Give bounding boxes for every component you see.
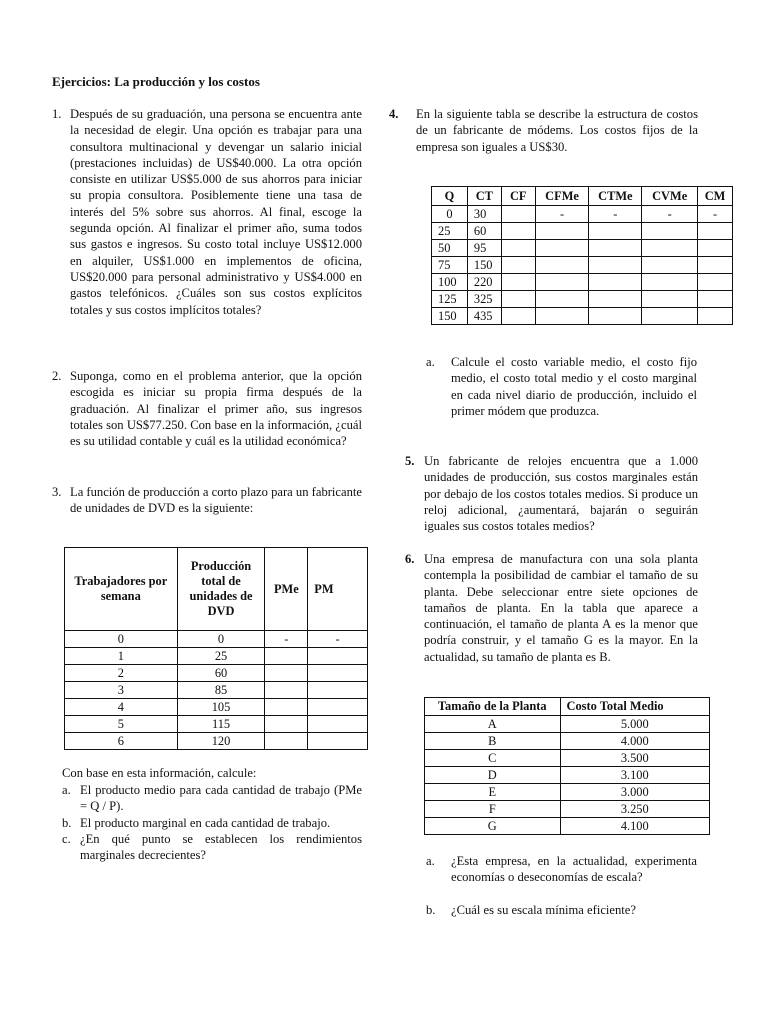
table-row bbox=[65, 631, 368, 648]
column-header: Q bbox=[432, 187, 468, 206]
question-text: Un fabricante de relojes encuentra que a 1.000 unidades de producción, sus costos marginales están por debajo de los costos totales medios. Si produce un reloj adicional, ¿aumentará, bajarán o seguirán iguales sus costos totales medios? bbox=[424, 454, 698, 534]
table-cell: 3.250 bbox=[560, 801, 709, 818]
table-row bbox=[432, 308, 733, 325]
column-header: CFMe bbox=[535, 187, 589, 206]
table-cell: 5.000 bbox=[560, 716, 709, 733]
item-text: El producto marginal en cada cantidad de trabajo. bbox=[80, 816, 331, 830]
table-cell: 4.100 bbox=[560, 818, 709, 835]
column-header: PM bbox=[308, 548, 368, 631]
item-text: Calcule el costo variable medio, el costo fijo medio, el costo total medio y el costo marginal en cada nivel diario de producción, incluido el primer módem que produzca. bbox=[451, 355, 697, 418]
table-header-row bbox=[425, 698, 710, 716]
table-cell: 3.000 bbox=[560, 784, 709, 801]
table-cell: 0 bbox=[432, 206, 468, 223]
table-row bbox=[432, 206, 733, 223]
table-cell: 3 bbox=[65, 682, 178, 699]
table-cell bbox=[589, 240, 642, 257]
table-row bbox=[425, 818, 710, 835]
table-cell bbox=[501, 257, 535, 274]
table-row bbox=[425, 716, 710, 733]
item-text: ¿En qué punto se establecen los rendimientos marginales decrecientes? bbox=[80, 832, 362, 863]
table-cell: 3.500 bbox=[560, 750, 709, 767]
table-cell bbox=[642, 291, 698, 308]
table-cell bbox=[698, 257, 733, 274]
table-cell: - bbox=[265, 631, 308, 648]
table-cell: - bbox=[589, 206, 642, 223]
table-cell: - bbox=[698, 206, 733, 223]
item-label: b. bbox=[426, 903, 436, 917]
table-cell: G bbox=[425, 818, 561, 835]
item-text: El producto medio para cada cantidad de trabajo (PMe = Q / P). bbox=[80, 783, 362, 814]
question-number: 6. bbox=[405, 552, 415, 566]
question-text: Después de su graduación, una persona se encuentra ante la necesidad de elegir. Una opción es trabajar para una consultora multinacional y devengar un salario inicial (prestaciones incluidas) de US$40.000. La otra opción consiste en utilizar US$5.000 de sus ahorros para iniciar su propia consultora. Posiblemente tiene una tasa de interés del 5% sobre sus ahorros. Al final, escoge la segunda opción. Al finalizar el primer año, suma todos sus gastos e ingresos. Su costo total incluye US$12.000 en alquiler, US$1.000 en implementos de oficina, US$20.000 para personal administrativo y US$4.000 en gastos telefónicos. ¿Cuáles son sus costos explícitos totales y sus costos implícitos totales? bbox=[70, 107, 362, 317]
table-row bbox=[65, 733, 368, 750]
table-cell bbox=[535, 274, 589, 291]
item-label: a. bbox=[426, 854, 435, 868]
question-number: 5. bbox=[405, 454, 415, 468]
table-row bbox=[425, 801, 710, 818]
table-cell bbox=[698, 291, 733, 308]
table-cell: B bbox=[425, 733, 561, 750]
table-cell bbox=[501, 223, 535, 240]
column-header: Trabajadores por semana bbox=[65, 548, 178, 631]
item-label: b. bbox=[62, 816, 72, 830]
table-row bbox=[432, 274, 733, 291]
table-cell: 4.000 bbox=[560, 733, 709, 750]
table-cell: - bbox=[308, 631, 368, 648]
question-number: 3. bbox=[52, 485, 62, 499]
table-cell bbox=[589, 308, 642, 325]
table-cell: 50 bbox=[432, 240, 468, 257]
table-cell bbox=[535, 257, 589, 274]
table-cell bbox=[535, 223, 589, 240]
table-cell bbox=[308, 665, 368, 682]
column-header: CF bbox=[501, 187, 535, 206]
table-cell: 75 bbox=[432, 257, 468, 274]
table-cell: 60 bbox=[467, 223, 501, 240]
column-header: CVMe bbox=[642, 187, 698, 206]
table-cell bbox=[501, 291, 535, 308]
table-row bbox=[425, 784, 710, 801]
table-row bbox=[65, 648, 368, 665]
table-cell: 1 bbox=[65, 648, 178, 665]
column-header: Costo Total Medio bbox=[560, 698, 709, 716]
table-cell: 60 bbox=[177, 665, 265, 682]
item-label: a. bbox=[62, 783, 71, 797]
table-cell bbox=[501, 274, 535, 291]
table-cell bbox=[265, 716, 308, 733]
table-cell bbox=[698, 223, 733, 240]
table-cell: 220 bbox=[467, 274, 501, 291]
table-cell: 150 bbox=[467, 257, 501, 274]
table-row bbox=[425, 767, 710, 784]
column-header: CTMe bbox=[589, 187, 642, 206]
table-row bbox=[65, 665, 368, 682]
table-cell: 25 bbox=[432, 223, 468, 240]
table-cell: 0 bbox=[177, 631, 265, 648]
question-text: En la siguiente tabla se describe la estructura de costos de un fabricante de módems. Los costos fijos de la empresa son iguales a US$30. bbox=[416, 107, 698, 154]
table-cell: - bbox=[642, 206, 698, 223]
question-number: 1. bbox=[52, 107, 62, 121]
table-cell bbox=[308, 682, 368, 699]
table-cell: 150 bbox=[432, 308, 468, 325]
table-cell: E bbox=[425, 784, 561, 801]
table-row bbox=[65, 699, 368, 716]
table-cell bbox=[265, 699, 308, 716]
table-cell bbox=[265, 665, 308, 682]
plant-size-table bbox=[424, 697, 710, 835]
table-cell bbox=[642, 240, 698, 257]
table-cell bbox=[642, 223, 698, 240]
table-cell bbox=[589, 291, 642, 308]
table-cell: 125 bbox=[432, 291, 468, 308]
table-cell bbox=[501, 308, 535, 325]
calc-intro: Con base en esta información, calcule: bbox=[62, 766, 257, 780]
table-cell bbox=[535, 240, 589, 257]
question-text: Una empresa de manufactura con una sola planta contempla la posibilidad de cambiar el tamaño de su planta. Debe seleccionar entre siete opciones de tamaños de planta. En la tabla que aparece a continuación, el tamaño de planta A es la menor que podría construir, y el tamaño G es la mayor. En la actualidad, su tamaño de planta es B. bbox=[424, 552, 698, 664]
table-cell: 4 bbox=[65, 699, 178, 716]
table-cell: D bbox=[425, 767, 561, 784]
table-cell bbox=[698, 240, 733, 257]
table-row bbox=[432, 223, 733, 240]
table-cell: A bbox=[425, 716, 561, 733]
table-row bbox=[65, 682, 368, 699]
item-text: ¿Cuál es su escala mínima eficiente? bbox=[451, 903, 636, 917]
table-row bbox=[425, 733, 710, 750]
question-text: La función de producción a corto plazo para un fabricante de unidades de DVD es la siguiente: bbox=[70, 485, 362, 516]
page-title: Ejercicios: La producción y los costos bbox=[52, 74, 260, 89]
table-cell bbox=[698, 274, 733, 291]
table-cell bbox=[308, 699, 368, 716]
table-cell: 6 bbox=[65, 733, 178, 750]
column-header: CT bbox=[467, 187, 501, 206]
table-cell bbox=[589, 257, 642, 274]
item-text: ¿Esta empresa, en la actualidad, experimenta economías o deseconomías de escala? bbox=[451, 854, 697, 885]
table-cell: 85 bbox=[177, 682, 265, 699]
table-cell: - bbox=[535, 206, 589, 223]
production-table bbox=[64, 547, 368, 750]
table-cell bbox=[501, 206, 535, 223]
table-cell bbox=[308, 648, 368, 665]
table-cell bbox=[308, 733, 368, 750]
table-cell bbox=[265, 648, 308, 665]
table-cell: 115 bbox=[177, 716, 265, 733]
table-header-row bbox=[432, 187, 733, 206]
table-row bbox=[425, 750, 710, 767]
table-cell: F bbox=[425, 801, 561, 818]
table-cell: 95 bbox=[467, 240, 501, 257]
question-number: 2. bbox=[52, 369, 62, 383]
table-row bbox=[432, 291, 733, 308]
table-cell: 25 bbox=[177, 648, 265, 665]
table-cell: 325 bbox=[467, 291, 501, 308]
cost-table bbox=[431, 186, 733, 325]
table-row bbox=[432, 240, 733, 257]
table-cell bbox=[642, 274, 698, 291]
table-cell bbox=[698, 308, 733, 325]
table-cell: 2 bbox=[65, 665, 178, 682]
table-cell bbox=[535, 308, 589, 325]
table-cell: 435 bbox=[467, 308, 501, 325]
table-cell bbox=[308, 716, 368, 733]
column-header: Producción total de unidades de DVD bbox=[177, 548, 265, 631]
table-cell bbox=[589, 223, 642, 240]
table-cell: 30 bbox=[467, 206, 501, 223]
table-cell bbox=[642, 257, 698, 274]
table-cell bbox=[535, 291, 589, 308]
table-row bbox=[65, 716, 368, 733]
column-header: Tamaño de la Planta bbox=[425, 698, 561, 716]
table-cell: 0 bbox=[65, 631, 178, 648]
question-number: 4. bbox=[389, 107, 399, 121]
table-cell bbox=[501, 240, 535, 257]
table-cell bbox=[589, 274, 642, 291]
question-text: Suponga, como en el problema anterior, que la opción escogida es iniciar su propia firma después de la graduación. Al finalizar el primer año, sus ingresos totales son US$77.250. Con base en la información, ¿cuál es su utilidad contable y cuál es la utilidad económica? bbox=[70, 369, 362, 449]
table-cell bbox=[265, 682, 308, 699]
table-cell bbox=[642, 308, 698, 325]
table-cell: 100 bbox=[432, 274, 468, 291]
column-header: CM bbox=[698, 187, 733, 206]
column-header: PMe bbox=[265, 548, 308, 631]
table-cell: 120 bbox=[177, 733, 265, 750]
table-cell: 5 bbox=[65, 716, 178, 733]
item-label: c. bbox=[62, 832, 71, 846]
table-cell: C bbox=[425, 750, 561, 767]
table-header-row bbox=[65, 548, 368, 631]
table-cell bbox=[265, 733, 308, 750]
item-label: a. bbox=[426, 355, 435, 369]
table-cell: 3.100 bbox=[560, 767, 709, 784]
table-row bbox=[432, 257, 733, 274]
table-cell: 105 bbox=[177, 699, 265, 716]
